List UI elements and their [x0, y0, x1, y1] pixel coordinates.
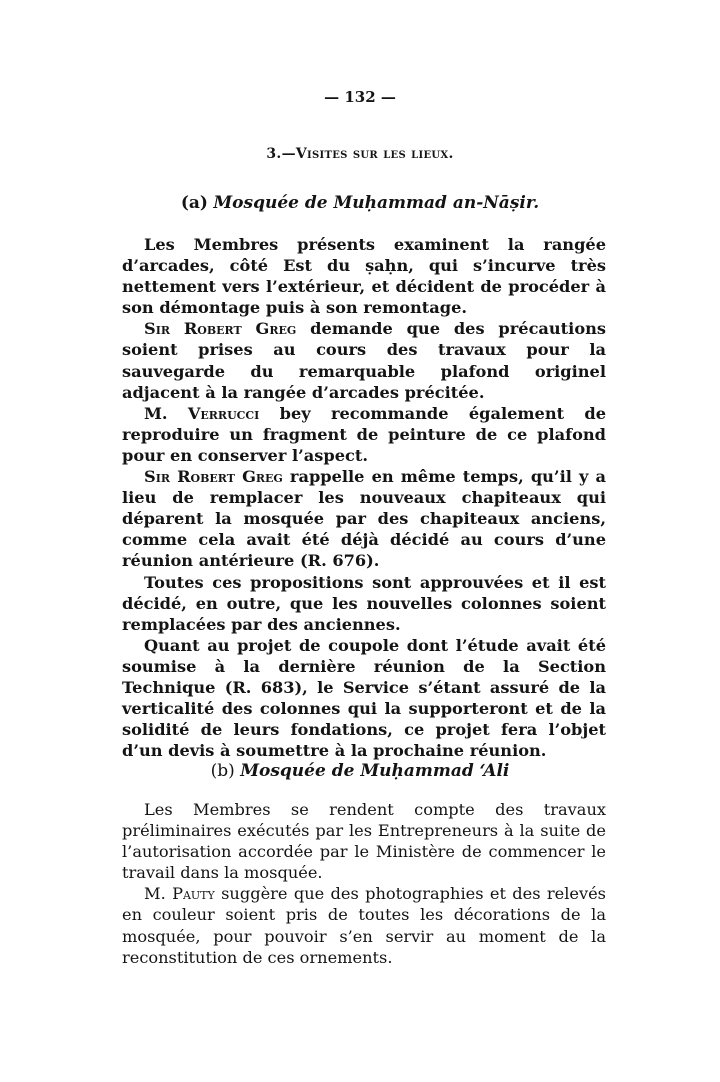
subsection-b-label: (b): [210, 761, 235, 781]
paragraph: [122, 466, 606, 571]
subsection-b-heading: [0, 761, 720, 781]
speaker-name: Sir Robert Greg: [144, 319, 297, 339]
paragraph-text: Les Membres se rendent compte des travaux préliminaires exécutés par les Entrepreneurs à la suite de l’autorisation accordée par le Ministère de commencer le travail dans la mosquée.: [122, 800, 606, 883]
subsection-a-body: [122, 234, 606, 761]
speaker-name: Sir Robert Greg: [144, 467, 283, 487]
paragraph-text: rappelle en même temps, qu’il y a lieu de remplacer les nouveaux chapiteaux qui déparent la mosquée par des chapiteaux anciens, comme cela avait été déjà décidé au cours d’une réunion antérieure (R. 676).: [122, 467, 607, 571]
paragraph: [122, 799, 606, 883]
subsection-a-heading: [0, 193, 720, 213]
section-heading: [0, 146, 720, 162]
paragraph-text: Les Membres présents examinent la rangée d’arcades, côté Est du ṣaḥn, qui s’incurve très nettement vers l’extérieur, et décident de procéder à son démontage puis à son remontage.: [122, 235, 606, 318]
paragraph: [122, 635, 606, 762]
subsection-b-title: Mosquée de Muḥammad ‘Ali: [240, 761, 510, 781]
paragraph-text: bey recommande également de reproduire un fragment de peinture de ce plafond pour en conserver l’aspect.: [122, 403, 606, 465]
paragraph-text: Quant au projet de coupole dont l’étude avait été soumise à la dernière réunion de la Section Technique (R. 683), le Service s’étant assuré de la verticalité des colonnes qui la supporteront et de la solidité de leurs fondations, ce projet fera l’objet d’un devis à soumettre à la prochaine réunion.: [122, 635, 606, 761]
speaker-name: M. Verrucci: [144, 403, 260, 423]
paragraph: [122, 883, 606, 967]
paragraph: [122, 403, 606, 466]
page-number: — 132 —: [324, 88, 396, 106]
paragraph-text: Toutes ces propositions sont approuvées et il est décidé, en outre, que les nouvelles colonnes soient remplacées par des anciennes.: [122, 572, 606, 634]
speaker-name: M. Pauty: [144, 884, 215, 904]
subsection-b-body: [122, 799, 606, 968]
paragraph-text: suggère que des photographies et des relevés en couleur soient pris de toutes les décorations de la mosquée, pour pouvoir s’en servir au moment de la reconstitution de ces ornements.: [122, 884, 606, 967]
section-title: Visites sur les lieux.: [295, 146, 454, 162]
subsection-a-title: Mosquée de Muḥammad an-Nāṣir.: [213, 193, 540, 213]
paragraph: [122, 234, 606, 318]
subsection-a-label: (a): [180, 193, 208, 213]
paragraph-text: demande que des précautions soient prises au cours des travaux pour la sauvegarde du remarquable plafond originel adjacent à la rangée d’arcades précitée.: [122, 319, 606, 402]
paragraph: [122, 318, 606, 402]
paragraph: [122, 572, 606, 635]
section-number: 3.—: [266, 146, 296, 162]
